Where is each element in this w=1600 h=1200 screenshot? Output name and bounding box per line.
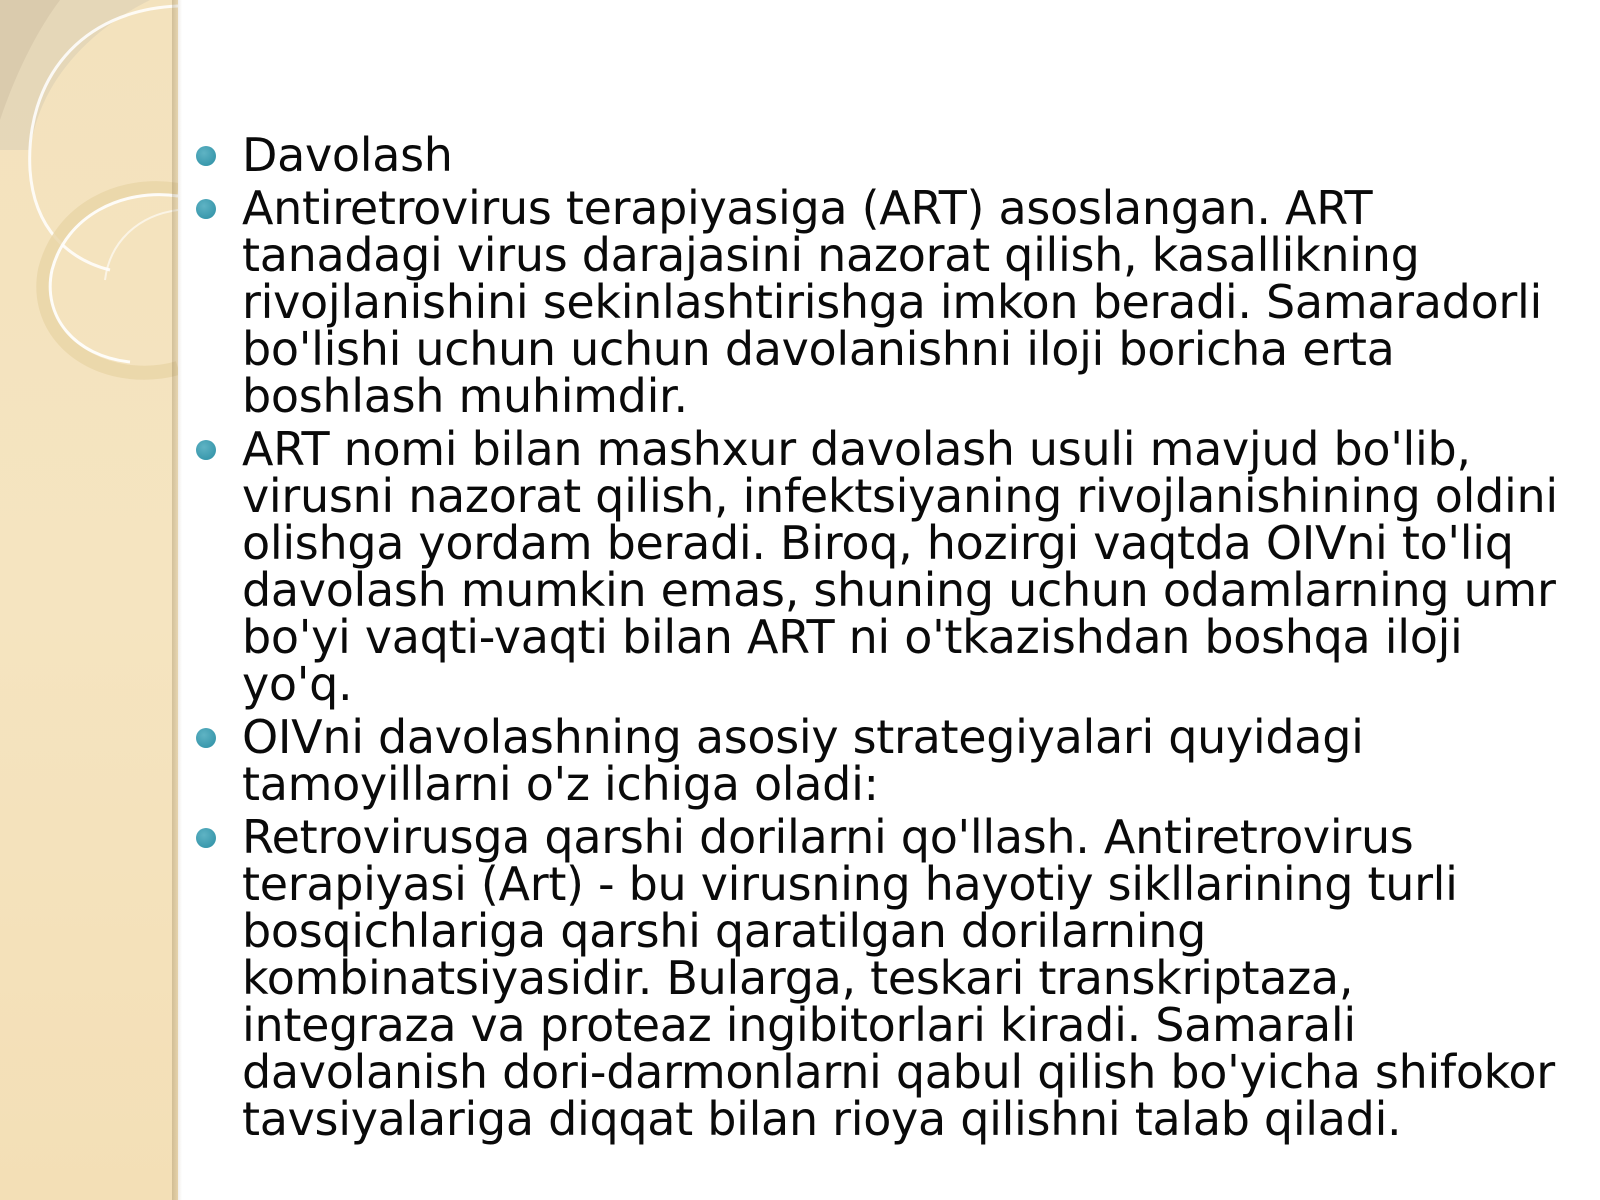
bullet-content — [190, 128, 1570, 1149]
bullet-text: Davolash — [242, 128, 453, 182]
bullet-dot-icon — [196, 728, 216, 748]
bullet-text: Retrovirusga qarshi dorilarni qo'llash. Antiretrovirus terapiyasi (Art) - bu virusning hayotiy sikllarining turli bosqichlariga qarshi qaratilgan dorilarning kombinatsiyasidir. Bularga, teskari transkriptaza, integraza va proteaz ingibitorlari kiradi. Samarali davolanish dori-darmonlarni qabul qilish bo'yicha shifokor tavsiyalariga diqqat bilan rioya qilishni talab qiladi. — [242, 810, 1555, 1146]
bullet-text: ART nomi bilan mashxur davolash usuli mavjud bo'lib, virusni nazorat qilish, infektsiyaning rivojlanishining oldini olishga yordam beradi. Biroq, hozirgi vaqtda OIVni to'liq davolash mumkin emas, shuning uchun odamlarning umr bo'yi vaqti-vaqti bilan ART ni o'tkazishdan boshqa iloji yo'q. — [242, 422, 1558, 711]
list-item — [190, 710, 1570, 811]
panel-edge-shadow — [172, 0, 182, 1200]
bullet-dot-icon — [196, 440, 216, 460]
decorative-rings-icon — [0, 0, 178, 420]
bullet-text: Antiretrovirus terapiyasiga (ART) asoslangan. ART tanadagi virus darajasini nazorat qilish, kasallikning rivojlanishini sekinlashtirishga imkon beradi. Samaradorli bo'lishi uchun uchun davolanishni iloji boricha erta boshlash muhimdir. — [242, 181, 1543, 423]
list-item — [190, 422, 1570, 711]
bullet-list — [190, 128, 1570, 1146]
bullet-dot-icon — [196, 199, 216, 219]
bullet-dot-icon — [196, 828, 216, 848]
bullet-text: OIVni davolashning asosiy strategiyalari quyidagi tamoyillarni o'z ichiga oladi: — [242, 710, 1364, 811]
list-item — [190, 128, 1570, 182]
decorative-side-panel — [0, 0, 178, 1200]
list-item — [190, 810, 1570, 1146]
list-item — [190, 181, 1570, 423]
bullet-dot-icon — [196, 146, 216, 166]
